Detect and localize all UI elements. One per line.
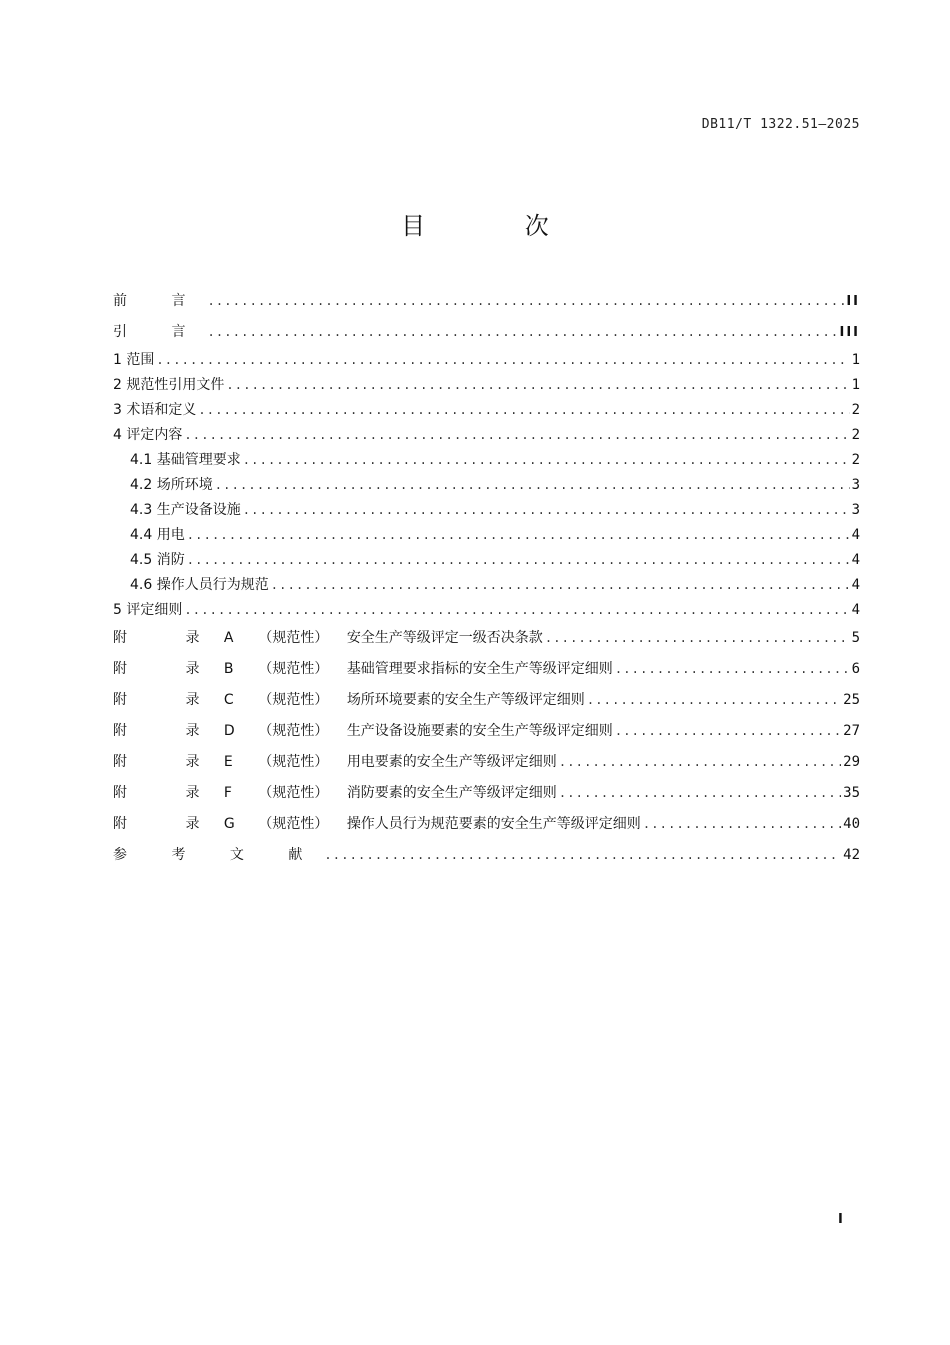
appendix-type: （规范性）: [258, 754, 329, 770]
leader-dots: [156, 348, 849, 373]
toc-entry-section[interactable]: [113, 398, 860, 423]
toc-entry-page: II: [846, 294, 860, 309]
leader-dots: [324, 840, 841, 871]
appendix-key: C: [223, 692, 234, 708]
toc-entry-subsection[interactable]: [113, 573, 860, 598]
toc-entry-page: 40: [843, 816, 860, 832]
appendix-key: D: [223, 723, 235, 739]
leader-dots: [587, 685, 841, 716]
appendix-title: 用电要素的安全生产等级评定细则: [346, 754, 557, 770]
toc-entry-section[interactable]: [113, 598, 860, 623]
toc-entry-label: 4.2 场所环境: [130, 477, 213, 493]
table-of-contents: [113, 286, 860, 871]
toc-entry-page: 4: [851, 577, 860, 593]
toc-entry-label: 4 评定内容: [113, 427, 183, 443]
toc-entry-page: 4: [851, 527, 860, 543]
toc-entry-label: 1 范围: [113, 352, 155, 368]
toc-entry-label: 5 评定细则: [113, 602, 183, 618]
toc-entry-section[interactable]: [113, 373, 860, 398]
toc-entry-label: [113, 809, 641, 840]
leader-dots: [243, 498, 850, 523]
toc-entry-label: 前 言: [113, 293, 206, 309]
toc-entry-subsection[interactable]: [113, 448, 860, 473]
toc-entry-appendix-g[interactable]: [113, 809, 860, 840]
toc-entry-page: 1: [851, 377, 860, 393]
toc-entry-section[interactable]: [113, 348, 860, 373]
toc-entry-subsection[interactable]: [113, 548, 860, 573]
leader-dots: [559, 778, 841, 809]
toc-entry-foreword[interactable]: [113, 286, 860, 317]
appendix-type: （规范性）: [258, 816, 329, 832]
leader-dots: [215, 473, 850, 498]
toc-entry-label: 2 规范性引用文件: [113, 377, 225, 393]
toc-entry-page: 1: [851, 352, 860, 368]
appendix-type: （规范性）: [258, 785, 329, 801]
toc-entry-label: 4.5 消防: [130, 552, 185, 568]
toc-entry-appendix-e[interactable]: [113, 747, 860, 778]
leader-dots: [243, 448, 850, 473]
leader-dots: [198, 398, 849, 423]
toc-entry-page: 29: [843, 754, 860, 770]
toc-entry-page: 42: [843, 847, 860, 863]
leader-dots: [615, 716, 841, 747]
appendix-prefix: 附 录: [113, 692, 220, 708]
appendix-type: （规范性）: [258, 661, 329, 677]
appendix-prefix: 附 录: [113, 661, 220, 677]
toc-entry-label: [113, 623, 543, 654]
toc-entry-page: 6: [851, 661, 860, 677]
leader-dots: [207, 317, 837, 348]
leader-dots: [615, 654, 850, 685]
toc-entry-label: 参 考 文 献: [113, 847, 323, 863]
leader-dots: [207, 286, 844, 317]
toc-entry-references[interactable]: [113, 840, 860, 871]
toc-entry-label: 4.4 用电: [130, 527, 185, 543]
toc-entry-page: 25: [843, 692, 860, 708]
appendix-key: B: [223, 661, 234, 677]
appendix-key: F: [223, 785, 232, 801]
toc-entry-subsection[interactable]: [113, 473, 860, 498]
toc-entry-page: 2: [851, 427, 860, 443]
toc-entry-label: 3 术语和定义: [113, 402, 197, 418]
appendix-key: G: [223, 816, 235, 832]
toc-entry-label: [113, 654, 613, 685]
toc-entry-page: 5: [851, 630, 860, 646]
toc-title: 目 次: [401, 212, 595, 240]
toc-entry-label: 引 言: [113, 324, 206, 340]
appendix-title: 操作人员行为规范要素的安全生产等级评定细则: [346, 816, 641, 832]
toc-entry-page: 2: [851, 452, 860, 468]
leader-dots: [545, 623, 850, 654]
toc-entry-label: [113, 685, 585, 716]
appendix-key: A: [223, 630, 234, 646]
toc-entry-subsection[interactable]: [113, 498, 860, 523]
toc-entry-label: 4.3 生产设备设施: [130, 502, 241, 518]
leader-dots: [187, 548, 850, 573]
document-code: DB11/T 1322.51—2025: [701, 117, 860, 132]
toc-entry-label: [113, 716, 613, 747]
appendix-title: 生产设备设施要素的安全生产等级评定细则: [346, 723, 613, 739]
appendix-type: （规范性）: [258, 692, 329, 708]
toc-entry-label: [113, 747, 557, 778]
toc-entry-appendix-a[interactable]: [113, 623, 860, 654]
appendix-prefix: 附 录: [113, 816, 220, 832]
toc-entry-label: 4.1 基础管理要求: [130, 452, 241, 468]
appendix-title: 基础管理要求指标的安全生产等级评定细则: [346, 661, 613, 677]
toc-entry-section[interactable]: [113, 423, 860, 448]
toc-entry-appendix-c[interactable]: [113, 685, 860, 716]
appendix-prefix: 附 录: [113, 630, 220, 646]
appendix-type: （规范性）: [258, 723, 329, 739]
leader-dots: [559, 747, 841, 778]
toc-entry-page: 4: [851, 552, 860, 568]
appendix-title: 消防要素的安全生产等级评定细则: [346, 785, 557, 801]
toc-entry-page: 4: [851, 602, 860, 618]
page-folio: I: [838, 1212, 843, 1227]
appendix-prefix: 附 录: [113, 754, 220, 770]
toc-entry-page: 3: [851, 502, 860, 518]
appendix-prefix: 附 录: [113, 723, 220, 739]
toc-entry-appendix-b[interactable]: [113, 654, 860, 685]
toc-entry-subsection[interactable]: [113, 523, 860, 548]
toc-entry-page: 27: [843, 723, 860, 739]
appendix-type: （规范性）: [258, 630, 329, 646]
leader-dots: [643, 809, 841, 840]
leader-dots: [184, 423, 849, 448]
toc-entry-introduction[interactable]: [113, 317, 860, 348]
appendix-key: E: [223, 754, 233, 770]
toc-entry-page: III: [839, 325, 860, 340]
leader-dots: [184, 598, 849, 623]
toc-entry-appendix-d[interactable]: [113, 716, 860, 747]
toc-entry-label: [113, 778, 557, 809]
leader-dots: [187, 523, 850, 548]
toc-entry-page: 2: [851, 402, 860, 418]
leader-dots: [226, 373, 849, 398]
toc-entry-page: 35: [843, 785, 860, 801]
leader-dots: [271, 573, 850, 598]
appendix-title: 场所环境要素的安全生产等级评定细则: [346, 692, 585, 708]
toc-entry-appendix-f[interactable]: [113, 778, 860, 809]
toc-entry-label: 4.6 操作人员行为规范: [130, 577, 269, 593]
appendix-prefix: 附 录: [113, 785, 220, 801]
toc-entry-page: 3: [851, 477, 860, 493]
appendix-title: 安全生产等级评定一级否决条款: [346, 630, 543, 646]
